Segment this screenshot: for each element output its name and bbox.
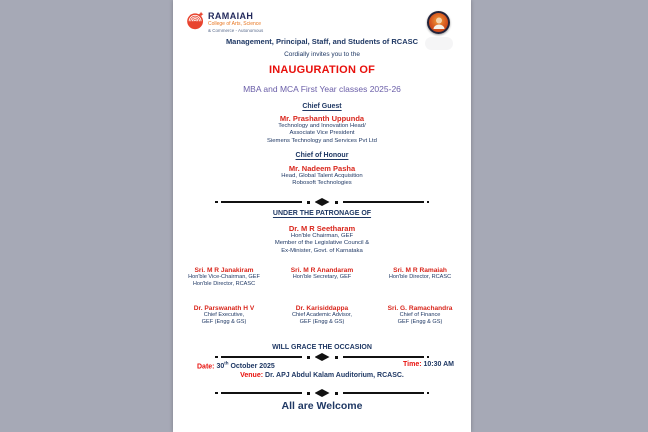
dignitary-title: GEF (Engg & GS) [201, 319, 247, 325]
chief-of-honour-details [173, 173, 471, 188]
chief-of-honour-line: Robosoft Technologies [292, 180, 352, 187]
ramaiah-logo [186, 11, 263, 33]
invitation-page [173, 0, 471, 432]
dignitary-name: Dr. Karisiddappa [295, 305, 349, 312]
event-title: INAUGURATION OF [268, 64, 376, 76]
time-value: 10:30 AM [423, 361, 454, 368]
dignitary-name: Sri. M R Ramaiah [393, 267, 447, 274]
chief-of-honour-line: Head, Global Talent Acquisition [281, 173, 363, 179]
diamond-ornament [315, 198, 330, 206]
diamond-divider [212, 353, 432, 361]
logo-tagline-1: College of Arts, Science [208, 21, 262, 27]
venue-label: Venue: [240, 372, 264, 379]
dignitary-title: Hon'ble Secretary, GEF [292, 274, 352, 280]
venue-value: Dr. APJ Abdul Kalam Auditorium, RCASC. [265, 372, 404, 379]
chief-guest-details [173, 123, 471, 145]
chief-of-honour-name: Mr. Nadeem Pasha [288, 164, 356, 173]
patronage-name: Dr. M R Seetharam [288, 224, 356, 233]
logo-tagline-2: & Commerce - Autonomous [208, 28, 264, 33]
dignitary-title: GEF (Engg & GS) [397, 319, 443, 325]
webcam-bubble[interactable] [427, 11, 450, 34]
patronage-details [173, 233, 471, 255]
person-portrait-icon [431, 15, 447, 31]
dignitary-name: Sri. M R Janakiram [194, 267, 254, 274]
diamond-divider [212, 389, 432, 397]
patronage-line: Hon'ble Chairman, GEF [290, 233, 354, 239]
venue-row [173, 372, 471, 379]
chief-guest-line: Siemens Technology and Services Pvt Ltd [267, 137, 377, 144]
chief-of-honour-heading: Chief of Honour [295, 152, 349, 159]
dignitary-card [371, 305, 469, 326]
dignitary-card [273, 267, 371, 288]
diamond-divider [212, 198, 432, 206]
date-field [197, 361, 275, 370]
logo-brand: RAMAIAH [208, 11, 254, 21]
welcome-line: All are Welcome [281, 400, 363, 412]
invite-line: Cordially invites you to the [284, 51, 360, 58]
patronage-heading: UNDER THE PATRONAGE OF [272, 210, 372, 217]
patronage-line: Ex-Minister, Govt. of Karnataka [281, 247, 363, 254]
dignitary-card [175, 267, 273, 288]
dignitary-title: Chief of Finance [399, 312, 441, 318]
chief-guest-line: Associate Vice President [289, 130, 355, 137]
dignitaries-row-2 [175, 305, 469, 326]
dignitary-title: GEF (Engg & GS) [299, 319, 345, 325]
patronage-line: Member of the Legislative Council & [274, 240, 370, 247]
dignitary-card [273, 305, 371, 326]
diamond-ornament [315, 353, 330, 361]
dignitaries-row-1 [175, 267, 469, 288]
ramaiah-logo-icon [186, 11, 205, 30]
inviter-line: Management, Principal, Staff, and Students of RCASC [225, 37, 419, 46]
date-value: 30th October 2025 [216, 361, 275, 371]
ramaiah-logo-text [208, 11, 263, 33]
dignitary-title: Hon'ble Director, RCASC [388, 274, 452, 280]
chief-guest-name: Mr. Prashanth Uppunda [279, 114, 365, 123]
chief-guest-heading: Chief Guest [302, 103, 342, 110]
event-subtitle: MBA and MCA First Year classes 2025-26 [243, 84, 401, 94]
chief-guest-line: Technology and Innovation Head/ [278, 123, 366, 129]
dignitary-title: Hon'ble Director, RCASC [192, 281, 256, 287]
dignitary-title: Chief Academic Advisor, [291, 312, 352, 318]
diamond-ornament [315, 389, 330, 397]
date-label: Date: [197, 363, 215, 371]
time-field [403, 361, 454, 370]
occasion-heading: WILL GRACE THE OCCASION [272, 344, 372, 351]
dignitary-title: Hon'ble Vice-Chairman, GEF [188, 274, 260, 280]
dignitary-name: Dr. Parswanath H V [193, 305, 255, 312]
date-time-row [197, 361, 454, 370]
time-label: Time: [403, 361, 422, 368]
dignitary-card [175, 305, 273, 326]
dignitary-name: Sri. G. Ramachandra [387, 305, 453, 312]
dignitary-title: Chief Executive, [203, 312, 245, 318]
dignitary-card [371, 267, 469, 288]
dignitary-name: Sri. M R Anandaram [290, 267, 354, 274]
